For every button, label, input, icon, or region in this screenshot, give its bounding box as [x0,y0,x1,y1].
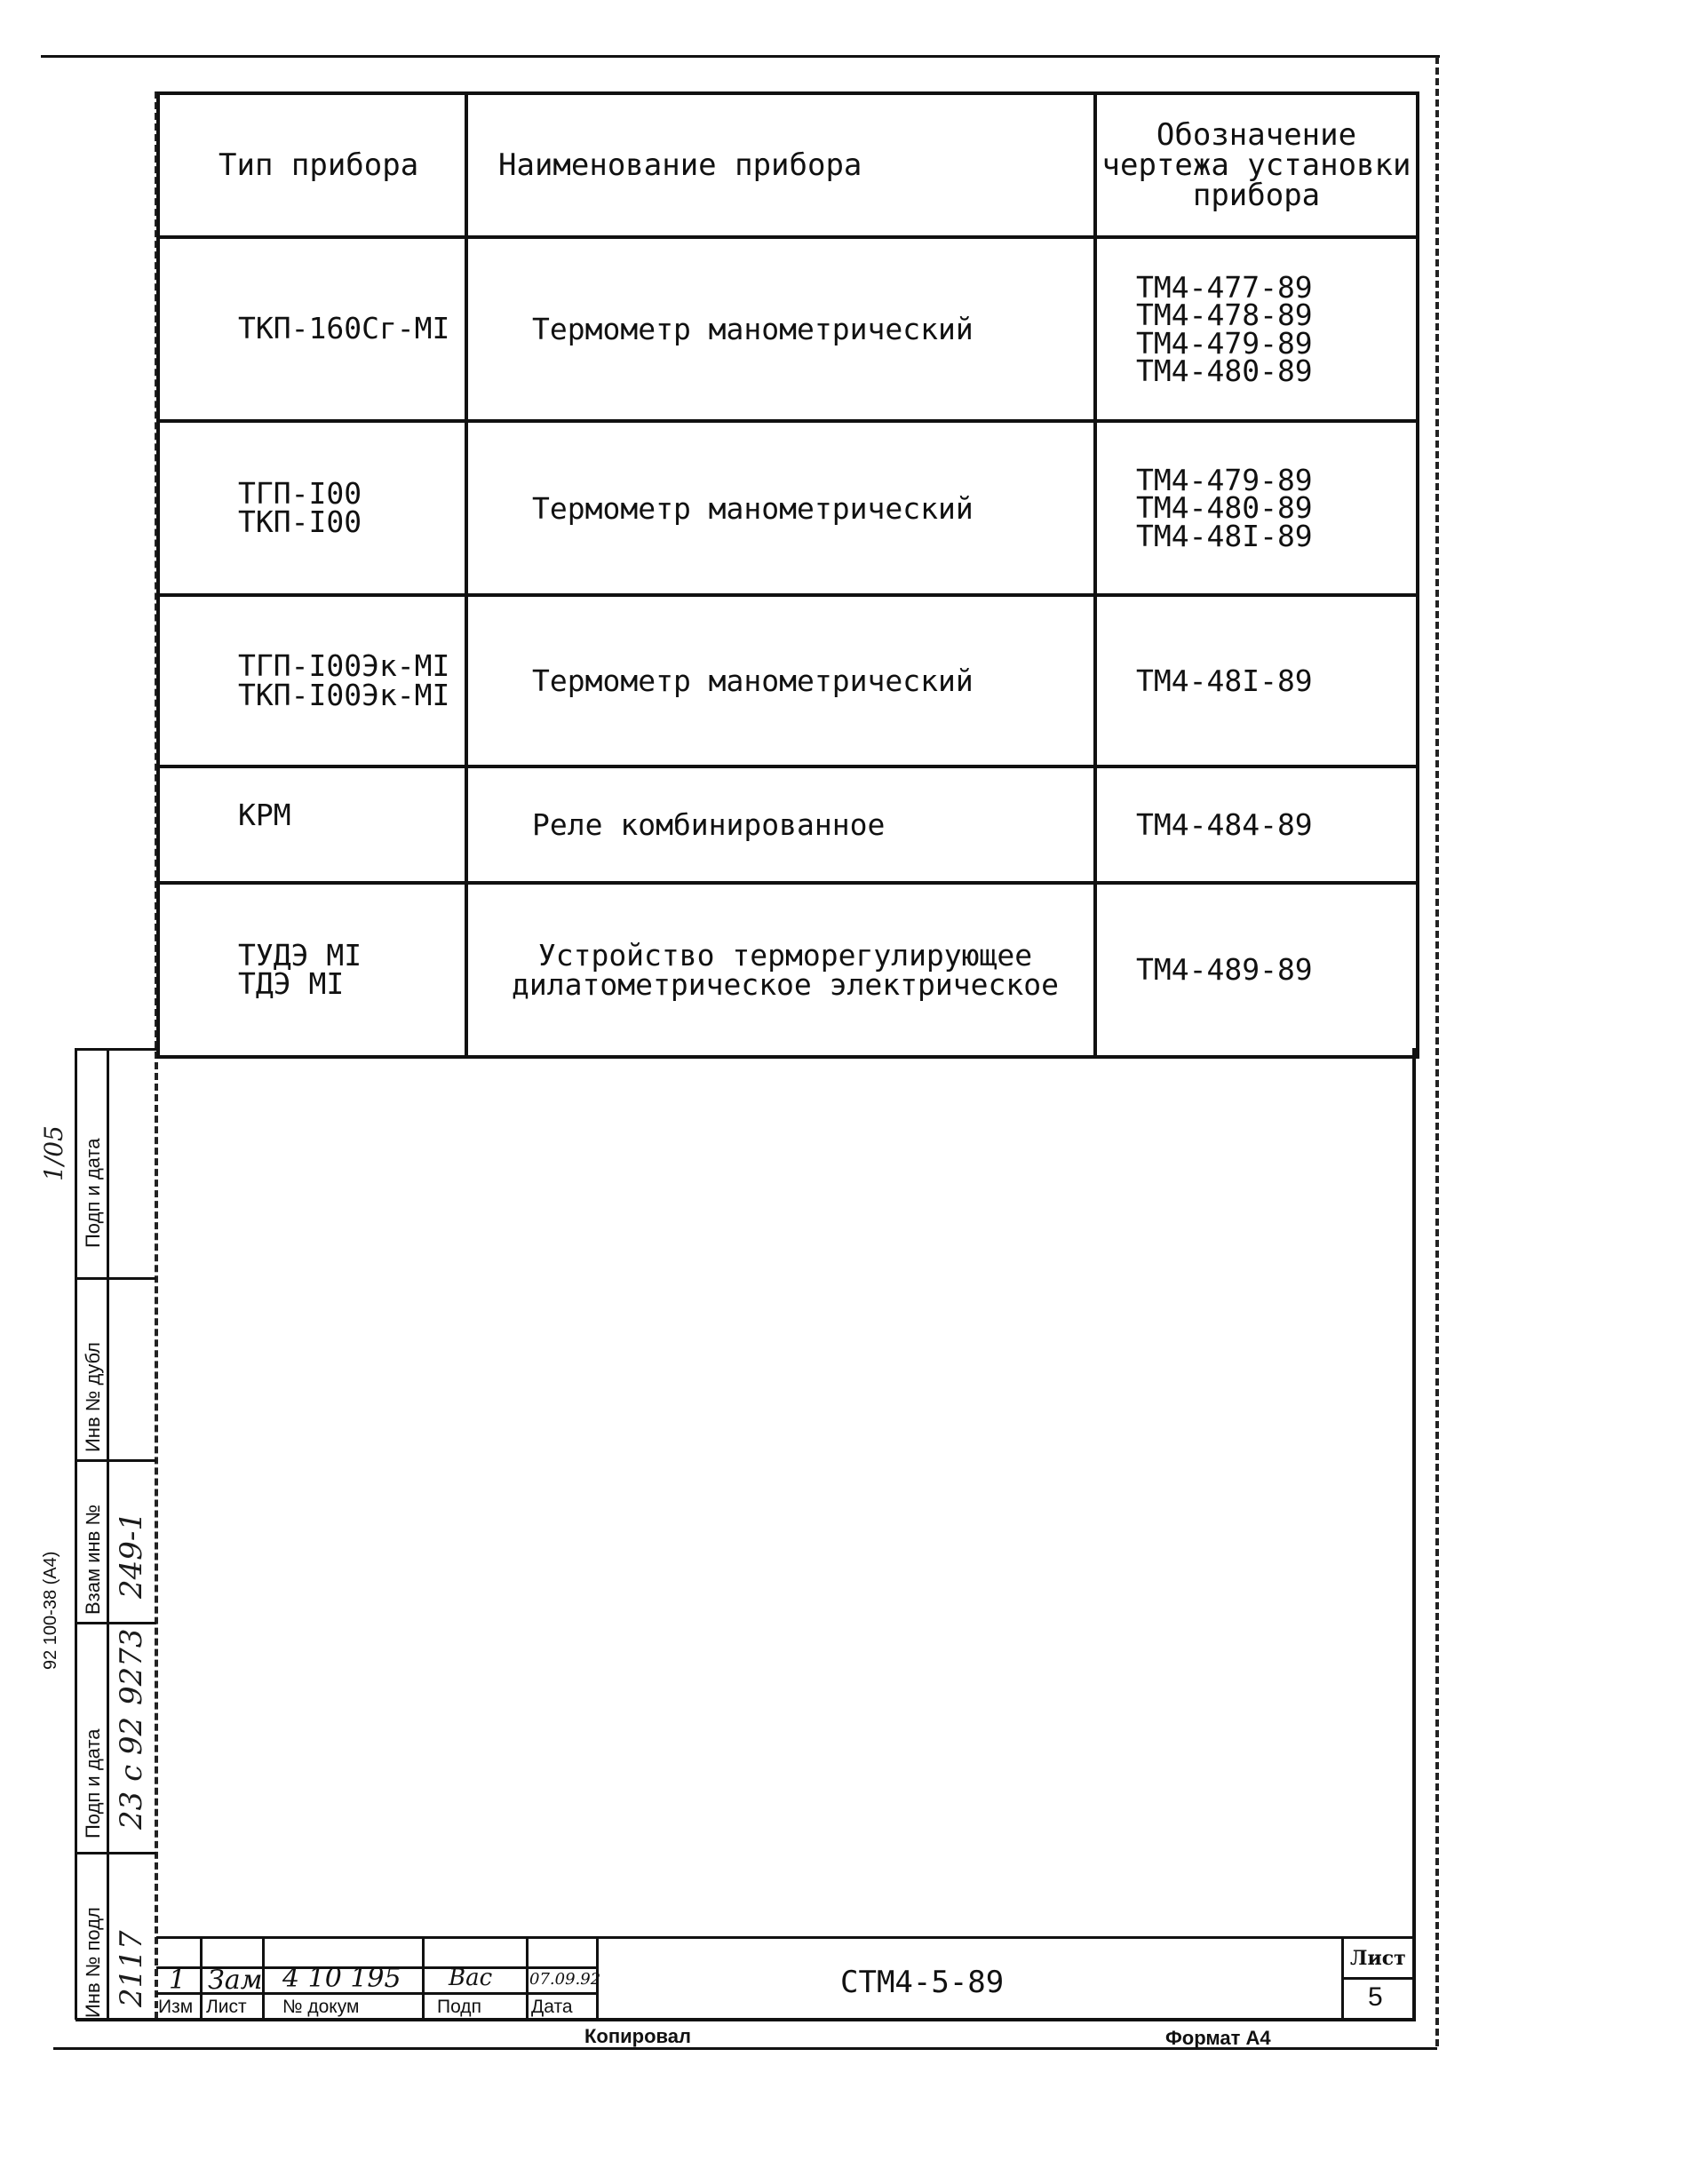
rev-date: 07.09.92 [529,1970,601,1989]
label-data: Дата [531,1997,573,2017]
name-cell: Термометр манометрический [466,237,1095,421]
stamp-hand-vzam: 249-1 [114,1511,149,1599]
sheet-number: 5 [1368,1982,1383,2012]
rev-doc-number: 4 10 195 [282,1963,401,1994]
label-list: Лист [206,1997,247,2017]
tb-top-line [156,1936,1416,1939]
label-doc: № докум [282,1997,360,2017]
document-code: СТМ4-5-89 [840,1965,1005,2000]
stamp-divider [75,1277,156,1280]
inner-bottom-border [76,2018,1416,2021]
drawing-cell: ТМ4-479-89 ТМ4-480-89 ТМ4-48I-89 [1095,421,1418,595]
rev-signature: Вас [449,1965,493,1991]
table-row [158,766,1418,883]
rev-change: 1 [169,1965,187,1996]
name-cell: Устройство терморегулирующее дилатометрическое электрическое [466,883,1095,1057]
drawing-cell: ТМ4-484-89 [1095,766,1418,883]
inner-right-border [1412,1048,1416,2020]
instrument-table [156,91,1419,1059]
stamp-label-inv-podl: Инв № подл [82,1907,104,2018]
tb-divider [200,1936,203,2020]
stamp-divider [75,1622,156,1624]
stamp-divider [75,1459,156,1462]
type-cell: КРМ [158,766,466,883]
stamp-hand-inv-podl: 2117 [114,1930,149,2007]
name-cell: Термометр манометрический [466,421,1095,595]
drawing-cell: ТМ4-477-89 ТМ4-478-89 ТМ4-479-89 ТМ4-480-89 [1095,237,1418,421]
stamp-label-podp-data-2: Подп и дата [82,1138,104,1248]
header-drawing: Обозначение чертежа установки прибора [1095,93,1418,237]
header-name: Наименование прибора [466,93,1095,237]
tb-sheet-line [1341,1977,1416,1980]
stamp-label-inv-dubl: Инв № дубл [82,1341,104,1452]
stamp-divider [107,1048,109,2020]
type-cell: ТКП-160Сг-МI [158,237,466,421]
side-note: 92 100-38 (А4) [41,1551,60,1670]
footer-format: Формат А4 [1165,2027,1271,2049]
type-cell: ТГП-I00 ТКП-I00 [158,421,466,595]
table-row [158,237,1418,421]
stamp-hand-date: 23 с 92 [114,1716,149,1830]
table-row [158,883,1418,1057]
stamp-label-podp-data: Подп и дата [82,1728,104,1839]
label-podp: Подп [437,1997,481,2017]
header-type: Тип прибора [158,93,466,237]
stamp-divider [75,1852,156,1854]
type-cell: ТУДЭ МI ТДЭ МI [158,883,466,1057]
stamp-label-vzam-inv: Взам инв № [82,1504,104,1615]
right-border [1435,57,1439,2046]
stamp-divider [75,1048,77,2020]
tb-divider [526,1936,529,2020]
stamp-hand-signature: 1/05 [39,1125,68,1181]
stamp-divider [75,1048,156,1051]
sheet-label: Лист [1350,1947,1406,1970]
table-header-row [158,93,1418,237]
name-cell: Реле комбинированное [466,766,1095,883]
table-row [158,595,1418,766]
top-border [41,55,1440,58]
drawing-cell: ТМ4-489-89 [1095,883,1418,1057]
type-cell: ТГП-I00Эк-МI ТКП-I00Эк-МI [158,595,466,766]
stamp-hand-number: 9273 [114,1628,149,1705]
drawing-cell: ТМ4-48I-89 [1095,595,1418,766]
name-cell: Термометр манометрический [466,595,1095,766]
label-izm: Изм [158,1997,194,2017]
tb-divider [422,1936,425,2020]
footer-copied: Копировал [584,2025,692,2047]
table-row [158,421,1418,595]
rev-mark: Зам [208,1965,263,1996]
